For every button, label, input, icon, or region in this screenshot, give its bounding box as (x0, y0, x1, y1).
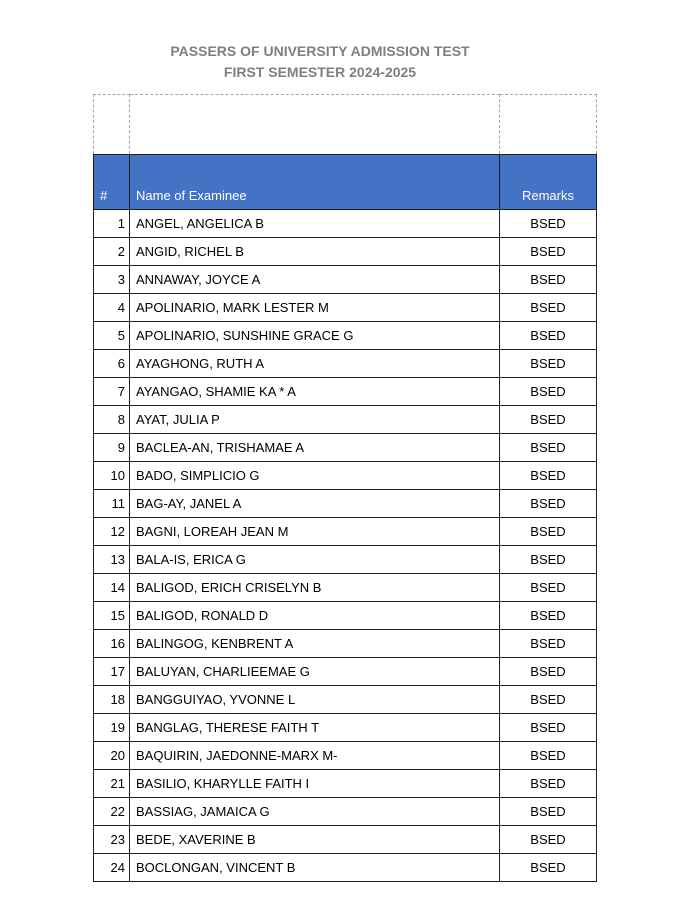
row-number-cell: 14 (94, 574, 130, 602)
row-number-cell: 17 (94, 658, 130, 686)
remarks-cell: BSED (500, 826, 597, 854)
passers-table (93, 94, 597, 882)
row-number-cell: 9 (94, 434, 130, 462)
remarks-cell: BSED (500, 406, 597, 434)
remarks-cell: BSED (500, 658, 597, 686)
row-number-cell: 4 (94, 294, 130, 322)
table-row (94, 434, 597, 462)
examinee-name-cell: BALIGOD, ERICH CRISELYN B (130, 574, 500, 602)
row-number-cell: 8 (94, 406, 130, 434)
remarks-cell: BSED (500, 602, 597, 630)
row-number-cell: 16 (94, 630, 130, 658)
table-row (94, 462, 597, 490)
column-header-remarks: Remarks (500, 155, 597, 210)
row-number-cell: 21 (94, 770, 130, 798)
examinee-name-cell: BALIGOD, RONALD D (130, 602, 500, 630)
examinee-name-cell: ANNAWAY, JOYCE A (130, 266, 500, 294)
table-row (94, 546, 597, 574)
examinee-name-cell: BALA-IS, ERICA G (130, 546, 500, 574)
examinee-name-cell: BAQUIRIN, JAEDONNE-MARX M- (130, 742, 500, 770)
remarks-cell: BSED (500, 294, 597, 322)
examinee-name-cell: BANGGUIYAO, YVONNE L (130, 686, 500, 714)
examinee-name-cell: APOLINARIO, MARK LESTER M (130, 294, 500, 322)
blank-spacer-row (94, 95, 597, 155)
remarks-cell: BSED (500, 574, 597, 602)
table-row (94, 490, 597, 518)
column-header-number: # (94, 155, 130, 210)
table-row (94, 742, 597, 770)
remarks-cell: BSED (500, 434, 597, 462)
document-title: PASSERS OF UNIVERSITY ADMISSION TEST (170, 43, 470, 59)
examinee-name-cell: AYAGHONG, RUTH A (130, 350, 500, 378)
remarks-cell: BSED (500, 798, 597, 826)
blank-cell (130, 95, 500, 155)
row-number-cell: 20 (94, 742, 130, 770)
remarks-cell: BSED (500, 238, 597, 266)
examinee-name-cell: BEDE, XAVERINE B (130, 826, 500, 854)
remarks-cell: BSED (500, 210, 597, 238)
table-row (94, 798, 597, 826)
remarks-cell: BSED (500, 490, 597, 518)
row-number-cell: 1 (94, 210, 130, 238)
remarks-cell: BSED (500, 322, 597, 350)
examinee-name-cell: APOLINARIO, SUNSHINE GRACE G (130, 322, 500, 350)
examinee-name-cell: ANGID, RICHEL B (130, 238, 500, 266)
table-header-row (94, 155, 597, 210)
row-number-cell: 6 (94, 350, 130, 378)
table-row (94, 322, 597, 350)
examinee-name-cell: BALINGOG, KENBRENT A (130, 630, 500, 658)
table-row (94, 350, 597, 378)
row-number-cell: 5 (94, 322, 130, 350)
table-row (94, 378, 597, 406)
remarks-cell: BSED (500, 266, 597, 294)
examinee-name-cell: AYAT, JULIA P (130, 406, 500, 434)
examinee-name-cell: BACLEA-AN, TRISHAMAE A (130, 434, 500, 462)
row-number-cell: 3 (94, 266, 130, 294)
examinee-name-cell: BALUYAN, CHARLIEEMAE G (130, 658, 500, 686)
table-row (94, 266, 597, 294)
examinee-name-cell: AYANGAO, SHAMIE KA * A (130, 378, 500, 406)
remarks-cell: BSED (500, 742, 597, 770)
table-row (94, 826, 597, 854)
table-row (94, 574, 597, 602)
passers-table-container (93, 94, 596, 882)
examinee-name-cell: BANGLAG, THERESE FAITH T (130, 714, 500, 742)
row-number-cell: 18 (94, 686, 130, 714)
row-number-cell: 22 (94, 798, 130, 826)
remarks-cell: BSED (500, 462, 597, 490)
examinee-name-cell: BAGNI, LOREAH JEAN M (130, 518, 500, 546)
blank-cell (94, 95, 130, 155)
examinee-name-cell: BADO, SIMPLICIO G (130, 462, 500, 490)
remarks-cell: BSED (500, 770, 597, 798)
remarks-cell: BSED (500, 630, 597, 658)
row-number-cell: 15 (94, 602, 130, 630)
table-row (94, 630, 597, 658)
examinee-name-cell: BASSIAG, JAMAICA G (130, 798, 500, 826)
remarks-cell: BSED (500, 350, 597, 378)
remarks-cell: BSED (500, 378, 597, 406)
row-number-cell: 11 (94, 490, 130, 518)
remarks-cell: BSED (500, 546, 597, 574)
row-number-cell: 13 (94, 546, 130, 574)
table-row (94, 238, 597, 266)
table-row (94, 770, 597, 798)
table-row (94, 406, 597, 434)
table-row (94, 686, 597, 714)
blank-cell (500, 95, 597, 155)
remarks-cell: BSED (500, 686, 597, 714)
remarks-cell: BSED (500, 714, 597, 742)
table-row (94, 658, 597, 686)
table-row (94, 714, 597, 742)
examinee-name-cell: BAG-AY, JANEL A (130, 490, 500, 518)
examinee-name-cell: BASILIO, KHARYLLE FAITH I (130, 770, 500, 798)
row-number-cell: 2 (94, 238, 130, 266)
remarks-cell: BSED (500, 854, 597, 882)
document-subtitle: FIRST SEMESTER 2024-2025 (223, 64, 417, 80)
examinee-name-cell: BOCLONGAN, VINCENT B (130, 854, 500, 882)
row-number-cell: 24 (94, 854, 130, 882)
examinee-name-cell: ANGEL, ANGELICA B (130, 210, 500, 238)
table-row (94, 518, 597, 546)
row-number-cell: 10 (94, 462, 130, 490)
remarks-cell: BSED (500, 518, 597, 546)
table-row (94, 602, 597, 630)
row-number-cell: 12 (94, 518, 130, 546)
row-number-cell: 7 (94, 378, 130, 406)
column-header-name: Name of Examinee (130, 155, 500, 210)
row-number-cell: 23 (94, 826, 130, 854)
table-row (94, 294, 597, 322)
row-number-cell: 19 (94, 714, 130, 742)
table-row (94, 854, 597, 882)
table-row (94, 210, 597, 238)
